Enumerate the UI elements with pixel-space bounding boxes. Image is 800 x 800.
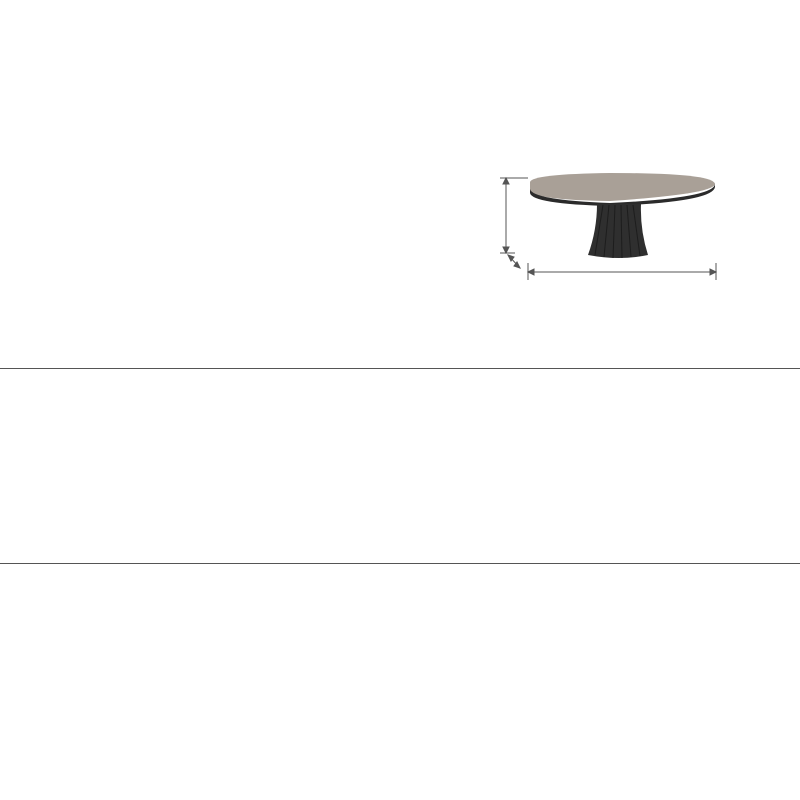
divider (0, 563, 800, 564)
width-dimension (528, 263, 716, 280)
height-dimension (500, 178, 528, 253)
divider (0, 368, 800, 369)
carton-1-dimensions (619, 452, 625, 473)
depth-dimension (508, 255, 520, 268)
product-dimension-drawing (470, 160, 730, 290)
carton-2-dimensions (619, 472, 625, 493)
product-dimensions (158, 412, 164, 433)
